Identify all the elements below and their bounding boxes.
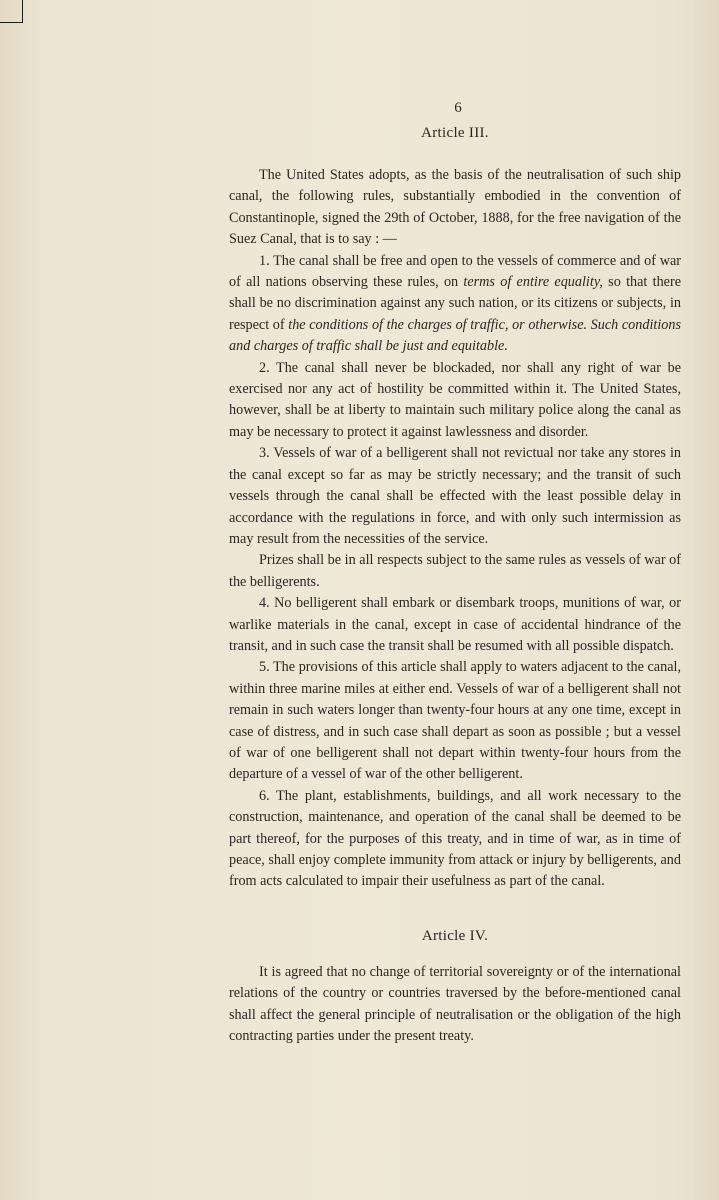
corner-crop-mark	[0, 0, 23, 23]
page-number: 6	[454, 100, 462, 116]
rule-1	[229, 251, 681, 358]
prizes-paragraph: Prizes shall be in all respects subject to the same rules as vessels of war of the belligerents.	[229, 552, 681, 590]
article-iii-intro: The United States adopts, as the basis of the neutralisation of such ship canal, the following rules, substantially embodied in the convention of Constantinople, signed the 29th of October, 1888, for the free navigation of the Suez Canal, that is to say : —	[229, 167, 681, 248]
article-iv-heading: Article IV.	[421, 928, 489, 944]
rule-1-italic-conditions: the conditions of the charges of traffic, or otherwise. Such conditions and charges of traffic shall be just and equitable.	[229, 316, 681, 355]
rule-1-part-c: so that there shall be no discrimination against any such nation, or its citizens or subjects, in respect of	[229, 274, 681, 333]
rule-1-italic-terms: terms of entire equality,	[463, 274, 603, 291]
article-iv-body	[229, 962, 681, 1048]
rule-2: 2. The canal shall never be blockaded, nor shall any right of war be exercised nor any act of hostility be committed within it. The United States, however, shall be at liberty to maintain such military police along the canal as may be necessary to protect it against lawlessness and disorder.	[229, 359, 681, 440]
rule-5: 5. The provisions of this article shall apply to waters adjacent to the canal, within three marine miles at either end. Vessels of war of a belligerent shall not remain in such waters longer than twenty-four hours at any one time, except in case of distress, and in such case shall depart as soon as possible ; but a vessel of war of one belligerent shall not depart within twenty-four hours from the departure of a vessel of war of the other belligerent.	[229, 659, 681, 783]
article-iii-heading: Article III.	[421, 125, 489, 141]
article-iii-body	[229, 165, 681, 893]
rule-6: 6. The plant, establishments, buildings, and all work necessary to the construction, maintenance, and operation of the canal shall be deemed to be part thereof, for the purposes of this treaty, and in time of war, as in time of peace, shall enjoy complete immunity from attack or injury by belligerents, and from acts calculated to impair their usefulness as part of the canal.	[229, 787, 681, 890]
article-iv-text: It is agreed that no change of territorial sovereignty or of the international relations of the country or countries traversed by the before-mentioned canal shall affect the general principle of neutralisation or the obligation of the high contracting parties under the present treaty.	[229, 964, 681, 1045]
rule-1-part-a: 1. The canal shall be free and open to the vessels of commerce and of war of all nations observing these rules, on	[229, 252, 681, 291]
rule-3: 3. Vessels of war of a belligerent shall not revictual nor take any stores in the canal except so far as may be strictly necessary; and the transit of such vessels through the canal shall be effected with the least possible delay in accordance with the regulations in force, and with only such intermission as may result from the necessities of the service.	[229, 445, 681, 547]
rule-4: 4. No belligerent shall embark or disembark troops, munitions of war, or warlike materials in the canal, except in case of accidental hindrance of the transit, and in such case the transit shall be resumed with all possible dispatch.	[229, 595, 681, 654]
